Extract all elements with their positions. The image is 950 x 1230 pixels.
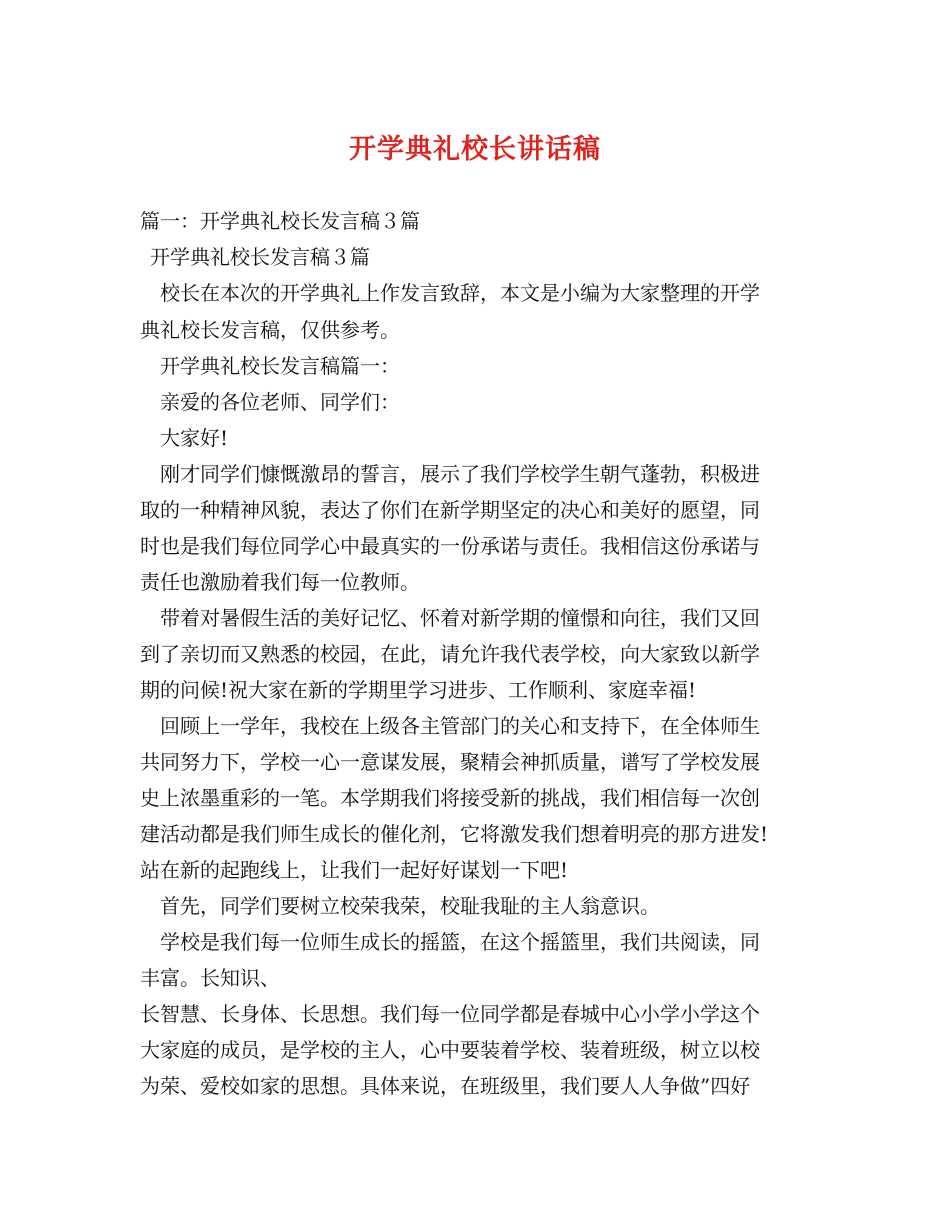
paragraph-line: 长智慧、长身体、长思想。我们每一位同学都是春城中心小学小学这个 xyxy=(140,1002,760,1026)
paragraph-line: 刚才同学们慷慨激昂的誓言，展示了我们学校学生朝气蓬勃，积极进 xyxy=(160,462,760,486)
paragraph-line: 大家庭的成员，是学校的主人，心中要装着学校、装着班级，树立以校 xyxy=(140,1038,760,1062)
paragraph-line: 站在新的起跑线上，让我们一起好好谋划一下吧! xyxy=(140,858,569,882)
paragraph-line: 共同努力下，学校一心一意谋发展，聚精会神抓质量，谱写了学校发展 xyxy=(140,750,760,774)
section-heading: 篇一：开学典礼校长发言稿３篇 xyxy=(140,209,420,233)
paragraph-line: 史上浓墨重彩的一笔。本学期我们将接受新的挑战，我们相信每一次创 xyxy=(140,786,760,810)
subheading: 开学典礼校长发言稿３篇 xyxy=(150,245,370,269)
greeting-line: 大家好! xyxy=(160,426,229,450)
paragraph-line: 首先，同学们要树立校荣我荣，校耻我耻的主人翁意识。 xyxy=(160,894,660,918)
paragraph-line: 责任也激励着我们每一位教师。 xyxy=(140,570,420,594)
paragraph-line: 为荣、爱校如家的思想。具体来说，在班级里，我们要人人争做”四好 xyxy=(140,1074,751,1098)
paragraph-line: 典礼校长发言稿，仅供参考。 xyxy=(140,318,400,342)
paragraph-line: 学校是我们每一位师生成长的摇篮，在这个摇篮里，我们共阅读，同 xyxy=(160,930,760,954)
paragraph-line: 取的一种精神风貌，表达了你们在新学期坚定的决心和美好的愿望，同 xyxy=(140,498,760,522)
salutation-line: 亲爱的各位老师、同学们： xyxy=(160,390,400,414)
paragraph-line: 丰富。长知识、 xyxy=(140,966,280,990)
paragraph-line: 校长在本次的开学典礼上作发言致辞，本文是小编为大家整理的开学 xyxy=(160,281,760,305)
paragraph-line: 到了亲切而又熟悉的校园，在此，请允许我代表学校，向大家致以新学 xyxy=(140,642,760,666)
document-title: 开学典礼校长讲话稿 xyxy=(349,134,601,165)
paragraph-line: 回顾上一学年，我校在上级各主管部门的关心和支持下，在全体师生 xyxy=(160,714,760,738)
paragraph-line: 时也是我们每位同学心中最真实的一份承诺与责任。我相信这份承诺与 xyxy=(140,534,760,558)
paragraph-line: 带着对暑假生活的美好记忆、怀着对新学期的憧憬和向往，我们又回 xyxy=(160,606,760,630)
paragraph-line: 建活动都是我们师生成长的催化剂，它将激发我们想着明亮的那方进发! xyxy=(140,822,769,846)
paragraph-line: 期的问候!祝大家在新的学期里学习进步、工作顺利、家庭幸福! xyxy=(140,678,697,702)
paragraph-line: 开学典礼校长发言稿篇一： xyxy=(160,354,400,378)
